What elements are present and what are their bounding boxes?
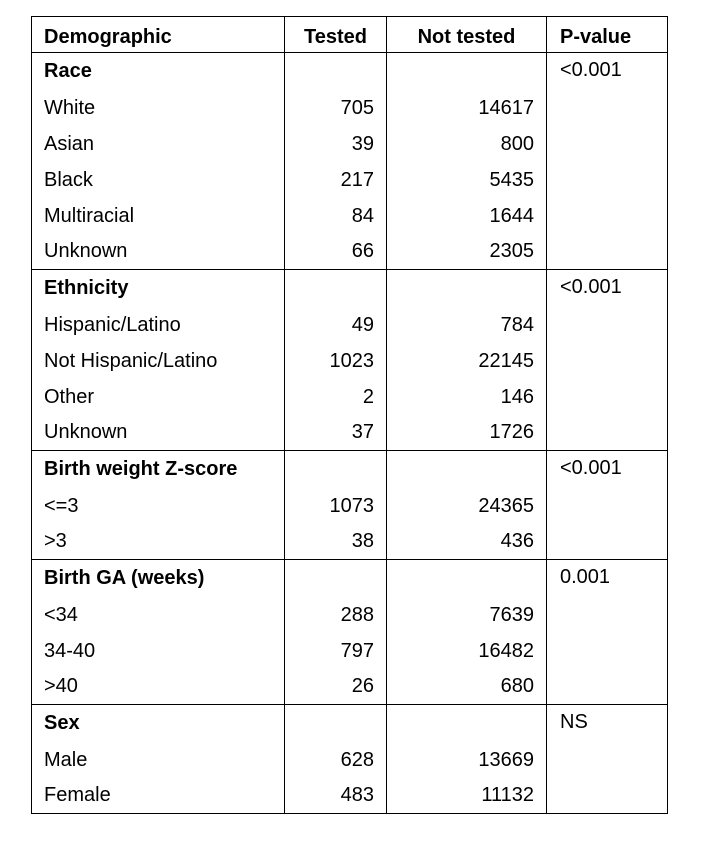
tested-count: 37 — [285, 415, 387, 451]
empty-cell — [387, 270, 547, 307]
header-row — [32, 17, 668, 53]
group-title: Race — [32, 53, 285, 90]
empty-cell — [285, 53, 387, 90]
group-p-value: NS — [547, 705, 668, 814]
not-tested-count: 16482 — [387, 633, 547, 669]
row-label: White — [32, 90, 285, 126]
group-header-row — [32, 560, 668, 597]
row-label: Female — [32, 778, 285, 814]
group-p-value: <0.001 — [547, 270, 668, 451]
tested-count: 26 — [285, 669, 387, 705]
demographics-table — [31, 16, 668, 814]
column-header-p-value: P-value — [547, 17, 668, 53]
group-p-value: <0.001 — [547, 53, 668, 270]
not-tested-count: 1726 — [387, 415, 547, 451]
row-label: Multiracial — [32, 198, 285, 234]
table-body — [32, 53, 668, 814]
tested-count: 483 — [285, 778, 387, 814]
row-label: >3 — [32, 524, 285, 560]
row-label: Unknown — [32, 415, 285, 451]
column-header-not-tested: Not tested — [387, 17, 547, 53]
row-label: Asian — [32, 126, 285, 162]
not-tested-count: 13669 — [387, 742, 547, 778]
tested-count: 38 — [285, 524, 387, 560]
not-tested-count: 146 — [387, 379, 547, 415]
group-title: Sex — [32, 705, 285, 742]
group-header-row — [32, 705, 668, 742]
group-title: Ethnicity — [32, 270, 285, 307]
column-header-tested: Tested — [285, 17, 387, 53]
row-label: Unknown — [32, 234, 285, 270]
empty-cell — [285, 270, 387, 307]
group-title: Birth GA (weeks) — [32, 560, 285, 597]
group-title: Birth weight Z-score — [32, 451, 285, 488]
not-tested-count: 24365 — [387, 488, 547, 524]
not-tested-count: 22145 — [387, 343, 547, 379]
not-tested-count: 2305 — [387, 234, 547, 270]
not-tested-count: 784 — [387, 307, 547, 343]
group-p-value: <0.001 — [547, 451, 668, 560]
tested-count: 1023 — [285, 343, 387, 379]
not-tested-count: 680 — [387, 669, 547, 705]
empty-cell — [285, 451, 387, 488]
not-tested-count: 5435 — [387, 162, 547, 198]
group-header-row — [32, 270, 668, 307]
tested-count: 628 — [285, 742, 387, 778]
tested-count: 705 — [285, 90, 387, 126]
row-label: Not Hispanic/Latino — [32, 343, 285, 379]
tested-count: 1073 — [285, 488, 387, 524]
tested-count: 288 — [285, 597, 387, 633]
row-label: Male — [32, 742, 285, 778]
tested-count: 2 — [285, 379, 387, 415]
empty-cell — [285, 560, 387, 597]
row-label: >40 — [32, 669, 285, 705]
group-header-row — [32, 53, 668, 90]
not-tested-count: 800 — [387, 126, 547, 162]
empty-cell — [387, 705, 547, 742]
row-label: Black — [32, 162, 285, 198]
tested-count: 39 — [285, 126, 387, 162]
not-tested-count: 7639 — [387, 597, 547, 633]
row-label: Hispanic/Latino — [32, 307, 285, 343]
row-label: <34 — [32, 597, 285, 633]
row-label: Other — [32, 379, 285, 415]
empty-cell — [387, 451, 547, 488]
not-tested-count: 14617 — [387, 90, 547, 126]
tested-count: 797 — [285, 633, 387, 669]
not-tested-count: 11132 — [387, 778, 547, 814]
not-tested-count: 436 — [387, 524, 547, 560]
row-label: <=3 — [32, 488, 285, 524]
row-label: 34-40 — [32, 633, 285, 669]
tested-count: 84 — [285, 198, 387, 234]
empty-cell — [285, 705, 387, 742]
not-tested-count: 1644 — [387, 198, 547, 234]
column-header-demographic: Demographic — [32, 17, 285, 53]
tested-count: 49 — [285, 307, 387, 343]
empty-cell — [387, 560, 547, 597]
group-header-row — [32, 451, 668, 488]
empty-cell — [387, 53, 547, 90]
tested-count: 66 — [285, 234, 387, 270]
group-p-value: 0.001 — [547, 560, 668, 705]
tested-count: 217 — [285, 162, 387, 198]
demographics-table-container — [31, 16, 668, 814]
